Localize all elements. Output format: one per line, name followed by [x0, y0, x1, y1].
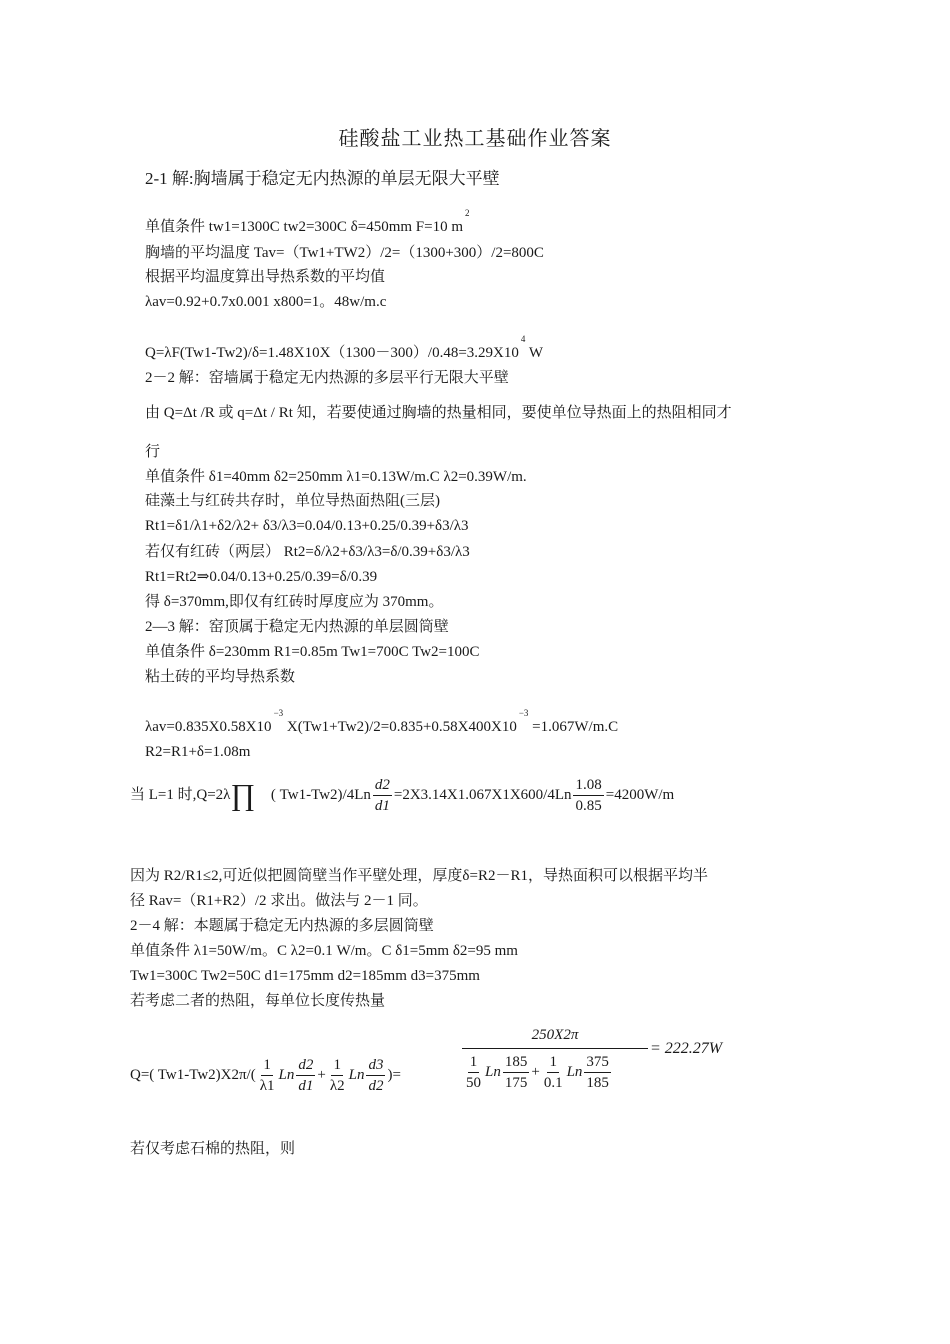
- text-span: =4200W/m: [605, 787, 675, 803]
- superscript: 2: [465, 208, 470, 218]
- fraction: $\frac{1}{50}$: [466, 1054, 481, 1092]
- text-span: X(Tw1+Tw2)/2=0.835+0.58X400X10: [286, 719, 517, 735]
- text-line: Rt1=Rt2⇒0.04/0.13+0.25/0.39=δ/0.39: [145, 569, 378, 585]
- text-line: λav=0.92+0.7x0.001 x800=1。48w/m.c: [145, 294, 387, 310]
- text-span: 单值条件 tw1=1300C tw2=300C δ=450mm F=10 m: [145, 219, 464, 235]
- text-line: 若仅考虑石棉的热阻，则: [130, 1141, 296, 1157]
- text-line: 胸墙的平均温度 Tav=（Tw1+TW2）/2=（1300+300）/2=800C: [145, 245, 544, 261]
- compound-fraction: [462, 1022, 648, 1095]
- formula-line: [130, 770, 674, 820]
- text-line: 2-1 解:胸墙属于稳定无内热源的单层无限大平壁: [145, 169, 500, 188]
- text-span: Ln: [278, 1067, 295, 1083]
- fraction: $\frac{375}{185}$: [586, 1054, 609, 1092]
- text-span: )=: [387, 1067, 401, 1083]
- text-line: 因为 R2/R1≤2,可近似把圆筒壁当作平壁处理，厚度δ=R2－R1，导热面积可以根据平均半: [130, 868, 708, 884]
- superscript: 4: [520, 334, 526, 344]
- text-line: 单值条件 δ1=40mm δ2=250mm λ1=0.13W/m.C λ2=0.39W/m.: [145, 469, 527, 485]
- page-title: 硅酸盐工业热工基础作业答案: [338, 126, 612, 150]
- fraction: $\frac{1}{0.1}$: [543, 1054, 563, 1092]
- text-line: 由 Q=Δt /R 或 q=Δt / Rt 知，若要使通过胸墙的热量相同，要使单位导热面上的热阻相同才: [145, 405, 732, 421]
- fraction-denominator: $\frac{1}{50}$ Ln $\frac{185}{175}$ + $\frac{1}{0.1}$ Ln $\frac{375}{185}$: [466, 1054, 609, 1092]
- text-line: 2－4 解：本题属于稳定无内热源的多层圆筒壁: [130, 918, 434, 934]
- product-symbol: ∏: [230, 778, 256, 812]
- text-line: 2－2 解：窑墙属于稳定无内热源的多层平行无限大平壁: [145, 370, 509, 386]
- text-line: 粘土砖的平均导热系数: [145, 669, 296, 685]
- text-line: 若考虑二者的热阻，每单位长度传热量: [130, 993, 386, 1009]
- text-line: 硅藻土与红砖共存时，单位导热面热阻(三层): [145, 493, 440, 509]
- text-line: 2—3 解：窑顶属于稳定无内热源的单层圆筒壁: [145, 619, 449, 635]
- formula-line: [130, 1050, 401, 1100]
- text-span: Q=( Tw1-Tw2)X2π/(: [130, 1067, 256, 1083]
- text-line: [145, 708, 619, 736]
- text-line: Tw1=300C Tw2=50C d1=175mm d2=185mm d3=375mm: [130, 968, 480, 984]
- text-line: [145, 334, 544, 362]
- text-span: Ln: [348, 1067, 365, 1083]
- fraction: $\frac{1}{\lambda 1}$: [259, 1057, 275, 1095]
- text-line: 单值条件 δ=230mm R1=0.85m Tw1=700C Tw2=100C: [145, 644, 480, 660]
- text-span: λav=0.835X0.58X10: [145, 719, 272, 735]
- text-span: =1.067W/m.C: [532, 719, 619, 735]
- text-span: +: [317, 1067, 326, 1083]
- superscript: −3: [518, 708, 529, 718]
- text-span: ( Tw1-Tw2)/4Ln: [270, 787, 371, 803]
- text-span: 当 L=1 时,Q=2λ: [130, 787, 231, 803]
- superscript: −3: [273, 708, 284, 718]
- fraction: $\frac{d3}{d2}$: [368, 1057, 384, 1095]
- text-line: 径 Rav=（R1+R2）/2 求出。做法与 2－1 同。: [130, 893, 428, 909]
- text-line: [145, 208, 470, 236]
- text-line: 根据平均温度算出导热系数的平均值: [145, 269, 386, 285]
- text-line: 单值条件 λ1=50W/m。C λ2=0.1 W/m。C δ1=5mm δ2=95 mm: [130, 943, 518, 959]
- fraction: $\frac{d2}{d1}$: [374, 777, 390, 815]
- text-span: =2X3.14X1.067X1X600/4Ln: [393, 787, 572, 803]
- text-line: Rt1=δ1/λ1+δ2/λ2+ δ3/λ3=0.04/0.13+0.25/0.39+δ3/λ3: [145, 518, 469, 534]
- text-line: R2=R1+δ=1.08m: [145, 744, 251, 760]
- text-line: 得 δ=370mm,即仅有红砖时厚度应为 370mm。: [145, 594, 444, 610]
- formula-result: = 222.27W: [650, 1040, 723, 1057]
- fraction-numerator: 250X2π: [462, 1022, 648, 1049]
- fraction: $\frac{d2}{d1}$: [298, 1057, 314, 1095]
- fraction: $\frac{185}{175}$: [504, 1054, 528, 1092]
- text-span: W: [528, 345, 544, 361]
- text-line: 若仅有红砖（两层） Rt2=δ/λ2+δ3/λ3=δ/0.39+δ3/λ3: [145, 544, 470, 560]
- fraction: $\frac{1}{\lambda 2}$: [329, 1057, 345, 1095]
- text-span: Q=λF(Tw1-Tw2)/δ=1.48X10X（1300－300）/0.48=3.29X10: [145, 345, 519, 361]
- fraction: $\frac{1.08}{0.85}$: [575, 777, 602, 815]
- text-line: 行: [145, 444, 161, 460]
